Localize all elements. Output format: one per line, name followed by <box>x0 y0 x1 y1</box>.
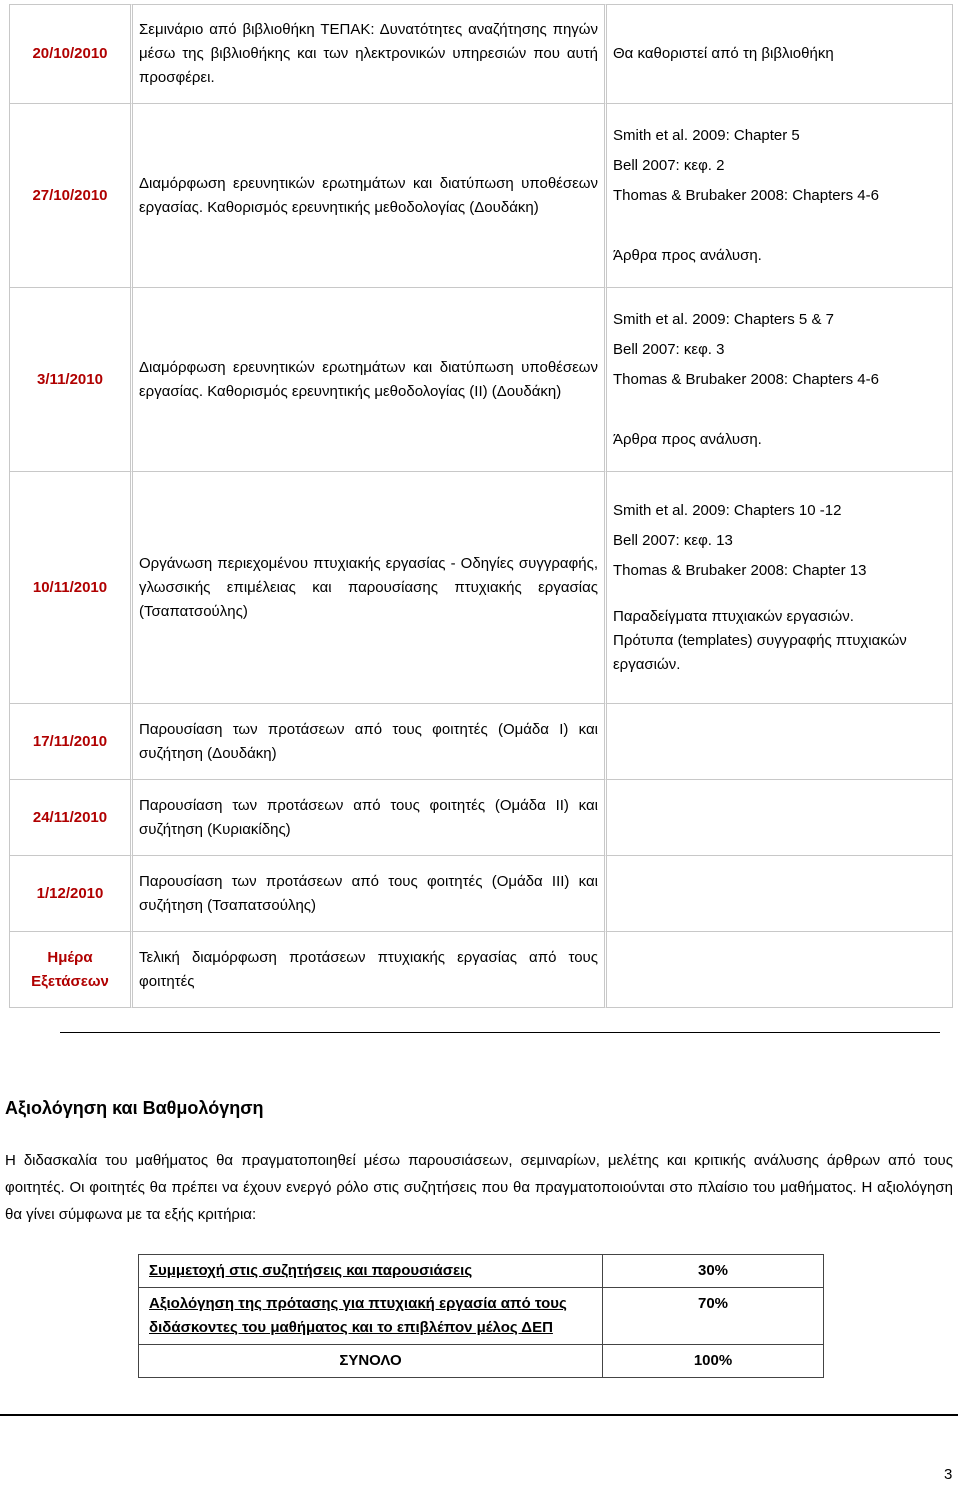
reading-line: Άρθρα προς ανάλυση. <box>613 430 762 448</box>
reading-line: Άρθρα προς ανάλυση. <box>613 246 762 264</box>
schedule-row <box>9 472 953 704</box>
reading-line: Bell 2007: κεφ. 13 <box>613 531 733 549</box>
row-date: 24/11/2010 <box>9 780 133 856</box>
row-date: 1/12/2010 <box>9 856 133 932</box>
evaluation-heading: Αξιολόγηση και Βαθμολόγηση <box>5 1098 264 1118</box>
row-date: 20/10/2010 <box>9 4 133 104</box>
reading-line: Smith et al. 2009: Chapters 10 -12 <box>613 501 842 519</box>
page-number: 3 <box>944 1466 953 1483</box>
criteria-row <box>139 1255 824 1288</box>
schedule-row <box>9 288 953 472</box>
criteria-total-row <box>139 1345 824 1378</box>
schedule-row <box>9 104 953 288</box>
criteria-label: Αξιολόγηση της πρότασης για πτυχιακή εργασία από τους διδάσκοντες του μαθήματος και το επιβλέπον μέλος ΔΕΠ <box>139 1288 603 1345</box>
reading-line: Bell 2007: κεφ. 3 <box>613 340 725 358</box>
row-topic: Παρουσίαση των προτάσεων από τους φοιτητές (Ομάδα Ι) και συζήτηση (Δουδάκη) <box>133 704 607 780</box>
row-readings <box>607 932 953 1008</box>
reading-line: Thomas & Brubaker 2008: Chapters 4-6 <box>613 186 879 204</box>
reading-line: Παραδείγματα πτυχιακών εργασιών. <box>613 607 854 625</box>
reading-line: Bell 2007: κεφ. 2 <box>613 156 725 174</box>
row-topic: Παρουσίαση των προτάσεων από τους φοιτητές (Ομάδα ΙΙ) και συζήτηση (Κυριακίδης) <box>133 780 607 856</box>
reading-line: Πρότυπα (templates) συγγραφής πτυχιακών εργασιών. <box>613 631 907 673</box>
section-divider <box>60 1032 940 1033</box>
row-topic: Σεμινάριο από βιβλιοθήκη ΤΕΠΑΚ: Δυνατότητες αναζήτησης πηγών μέσω της βιβλιοθήκης και των ηλεκτρονικών υπηρεσιών που αυτή προσφέρει. <box>133 4 607 104</box>
reading-line: Thomas & Brubaker 2008: Chapter 13 <box>613 561 867 579</box>
row-readings <box>607 780 953 856</box>
row-topic: Τελική διαμόρφωση προτάσεων πτυχιακής εργασίας από τους φοιτητές <box>133 932 607 1008</box>
row-topic: Παρουσίαση των προτάσεων από τους φοιτητές (Ομάδα ΙΙΙ) και συζήτηση (Τσαπατσούλης) <box>133 856 607 932</box>
row-date: 3/11/2010 <box>9 288 133 472</box>
row-topic: Διαμόρφωση ερευνητικών ερωτημάτων και διατύπωση υποθέσεων εργασίας. Καθορισμός ερευνητικής μεθοδολογίας (Δουδάκη) <box>133 104 607 288</box>
schedule-table <box>9 4 953 1008</box>
row-readings <box>607 4 953 104</box>
row-date: 27/10/2010 <box>9 104 133 288</box>
reading-line: Smith et al. 2009: Chapter 5 <box>613 126 800 144</box>
row-topic: Διαμόρφωση ερευνητικών ερωτημάτων και διατύπωση υποθέσεων εργασίας. Καθορισμός ερευνητικής μεθοδολογίας (ΙΙ) (Δουδάκη) <box>133 288 607 472</box>
schedule-row <box>9 4 953 104</box>
schedule-row <box>9 780 953 856</box>
row-readings <box>607 288 953 472</box>
total-label: ΣΥΝΟΛΟ <box>139 1345 603 1378</box>
total-percent: 100% <box>603 1345 824 1378</box>
criteria-percent: 30% <box>603 1255 824 1288</box>
reading-line: Smith et al. 2009: Chapters 5 & 7 <box>613 310 834 328</box>
schedule-row <box>9 932 953 1008</box>
row-readings <box>607 704 953 780</box>
row-readings <box>607 472 953 704</box>
schedule-row <box>9 704 953 780</box>
row-date: 10/11/2010 <box>9 472 133 704</box>
row-readings <box>607 856 953 932</box>
row-date: Ημέρα Εξετάσεων <box>9 932 133 1008</box>
criteria-table <box>138 1254 824 1378</box>
row-topic: Οργάνωση περιεχομένου πτυχιακής εργασίας - Οδηγίες συγγραφής, γλωσσικής επιμέλειας και παρουσίασης πτυχιακής εργασίας (Τσαπατσούλης) <box>133 472 607 704</box>
reading-line: Θα καθοριστεί από τη βιβλιοθήκη <box>613 45 834 62</box>
criteria-label: Συμμετοχή στις συζητήσεις και παρουσιάσεις <box>139 1255 603 1288</box>
criteria-row <box>139 1288 824 1345</box>
criteria-percent: 70% <box>603 1288 824 1345</box>
schedule-row <box>9 856 953 932</box>
row-readings <box>607 104 953 288</box>
evaluation-paragraph: Η διδασκαλία του μαθήματος θα πραγματοποιηθεί μέσω παρουσιάσεων, σεμιναρίων, μελέτης και κριτικής ανάλυσης άρθρων από τους φοιτητές. Οι φοιτητές θα πρέπει να έχουν ενεργό ρόλο στις συζητήσεις που θα πραγματοποιούνται στο πλαίσιο του μαθήματος. Η αξιολόγηση θα γίνει σύμφωνα με τα εξής κριτήρια: <box>5 1152 953 1223</box>
row-date: 17/11/2010 <box>9 704 133 780</box>
reading-line: Thomas & Brubaker 2008: Chapters 4-6 <box>613 370 879 388</box>
footer-rule <box>0 1414 958 1416</box>
